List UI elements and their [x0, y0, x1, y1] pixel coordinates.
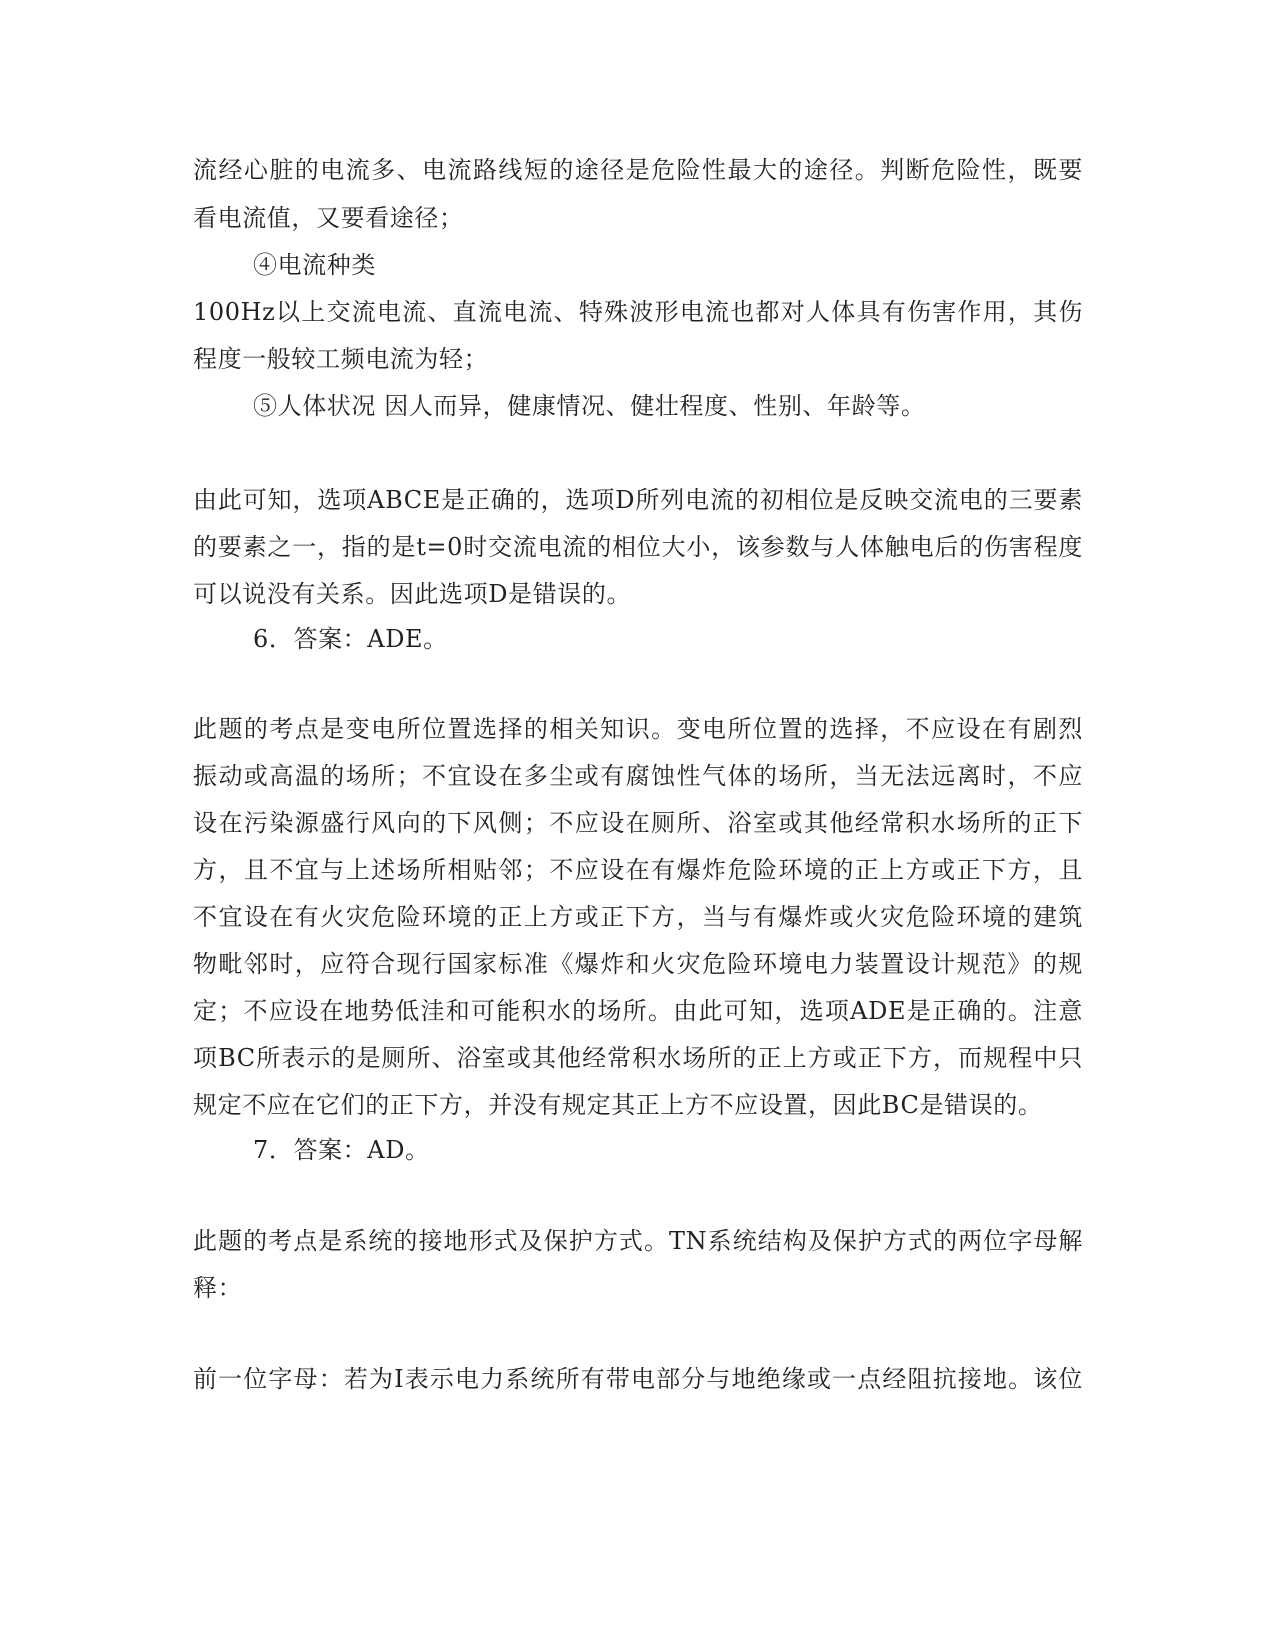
- paragraph-line: 前一位字母：若为I表示电力系统所有带电部分与地绝缘或一点经阻抗接地。该位: [193, 1365, 1083, 1393]
- paragraph-line: 可以说没有关系。因此选项D是错误的。: [193, 580, 632, 608]
- paragraph-line: 程度一般较工频电流为轻；: [193, 345, 489, 373]
- paragraph-line: 项BC所表示的是厕所、浴室或其他经常积水场所的正上方或正下方，而规程中只: [193, 1044, 1083, 1072]
- answer-heading: 7．答案：AD。: [253, 1136, 430, 1164]
- paragraph-line: 规定不应在它们的正下方，并没有规定其正上方不应设置，因此BC是错误的。: [193, 1091, 1043, 1119]
- paragraph-line: 方，且不宜与上述场所相贴邻；不应设在有爆炸危险环境的正上方或正下方，且: [193, 856, 1083, 884]
- paragraph-line: 100Hz以上交流电流、直流电流、特殊波形电流也都对人体具有伤害作用，其伤: [193, 298, 1083, 326]
- paragraph-line: 振动或高温的场所；不宜设在多尘或有腐蚀性气体的场所，当无法远离时，不应: [193, 762, 1083, 790]
- paragraph-line: 不宜设在有火灾危险环境的正上方或正下方，当与有爆炸或火灾危险环境的建筑: [193, 903, 1083, 931]
- paragraph-line: 此题的考点是系统的接地形式及保护方式。TN系统结构及保护方式的两位字母解: [193, 1227, 1083, 1255]
- paragraph-line: 的要素之一，指的是t=0时交流电流的相位大小，该参数与人体触电后的伤害程度: [193, 533, 1083, 561]
- list-item-heading: ⑤人体状况 因人而异，健康情况、健壮程度、性别、年龄等。: [253, 392, 926, 420]
- paragraph-line: 由此可知，选项ABCE是正确的，选项D所列电流的初相位是反映交流电的三要素: [193, 486, 1083, 514]
- paragraph-line: 物毗邻时，应符合现行国家标准《爆炸和火灾危险环境电力装置设计规范》的规: [193, 950, 1083, 978]
- paragraph-line: 定；不应设在地势低洼和可能积水的场所。由此可知，选项ADE是正确的。注意: [193, 997, 1083, 1025]
- list-item-heading: ④电流种类: [253, 251, 376, 279]
- paragraph-line: 设在污染源盛行风向的下风侧；不应设在厕所、浴室或其他经常积水场所的正下: [193, 809, 1083, 837]
- paragraph-line: 释：: [193, 1274, 243, 1302]
- paragraph-line: 此题的考点是变电所位置选择的相关知识。变电所位置的选择，不应设在有剧烈: [193, 715, 1083, 743]
- paragraph-line: 流经心脏的电流多、电流路线短的途径是危险性最大的途径。判断危险性，既要: [193, 156, 1083, 184]
- paragraph-line: 看电流值，又要看途径；: [193, 204, 464, 232]
- answer-heading: 6．答案：ADE。: [253, 625, 448, 653]
